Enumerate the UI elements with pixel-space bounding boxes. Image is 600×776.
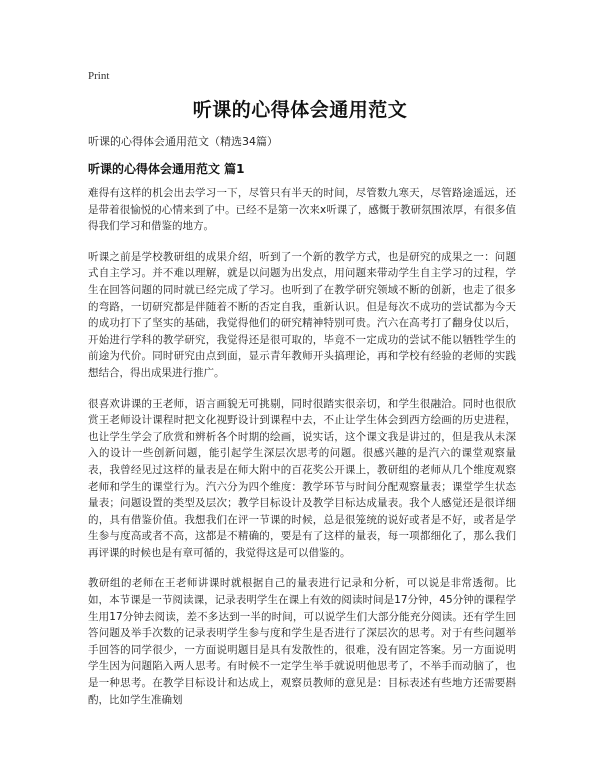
document-body xyxy=(88,185,516,722)
page-title: 听课的心得体会通用范文 xyxy=(192,99,408,121)
print-label: Print xyxy=(88,70,110,82)
paragraph-3: 很喜欢讲课的王老师，语言画貌无可挑剔，同时很踏实很亲切，和学生很融洽。同时也很欣赏王老师设计课程时把文化视野设计到课程中去，不止让学生体会到西方绘画的历史进程，也让学生学会了欣赏和辨析各个时期的绘画，说实话，这个课文我是讲过的，但是我从未深入的设计一些创新问题，能引起学生深层次思考的问题。很感兴趣的是汽六的课堂观察量表，我曾经见过这样的量表是在师大附中的百花奖公开课上，教研组的老师从几个维度观察老师和学生的课堂行为。汽六分为四个维度：教学环节与时间分配观察量表；课堂学生状态量表；问题设置的类型及层次；教学目标设计及教学目标达成量表。我个人感觉还是很详细的，具有借鉴价值。我想我们在评一节课的时候，总是很笼统的说好或者是不好，或者是学生参与度高或者不高，这都是不精确的，要是有了这样的量表，每一项都细化了，那么我们再评课的时候也是有章可循的，我觉得这是可以借鉴的。 xyxy=(88,397,516,559)
paragraph-1: 难得有这样的机会出去学习一下，尽管只有半天的时间，尽管数九寒天，尽管路途遥远，还是带着很愉悦的心情来到了中。已经不是第一次来x听课了，感慨于教研氛围浓厚，有很多值得我们学习和借鉴的地方。 xyxy=(88,187,516,233)
paragraph-4: 教研组的老师在王老师讲课时就根据自己的量表进行记录和分析，可以说是非常透彻。比如，本节课是一节阅读课，记录表明学生在课上有效的阅读时间是17分钟，45分钟的课程学生用17分钟去阅读，差不多达到一半的时间，可以说学生们大部分能充分阅读。还有学生回答问题及举手次数的记录表明学生参与度和学生是否进行了深层次的思考。对于有些问题举手回答的同学很少，一方面说明题目是具有发散性的，很难，没有固定答案。另一方面说明学生因为问题陷入两人思考。有时候不一定学生举手就说明他思考了，不举手而动脑了，也是一种思考。在教学目标设计和达成上，观察员教师的意见是：目标表述有些地方还需要斟酌，比如学生准确划 xyxy=(88,577,516,706)
paragraph-2: 听课之前是学校教研组的成果介绍，听到了一个新的教学方式，也是研究的成果之一：问题式自主学习。并不难以理解，就是以问题为出发点，用问题来带动学生自主学习的过程，学生在回答问题的同时就已经完成了学习。也听到了在教学研究领域不断的创新，也走了很多的弯路，一切研究都是伴随着不断的否定自我，重新认识。但是每次不成功的尝试都为今天的成功打下了坚实的基础，我觉得他们的研究精神特别可贵。汽六在高考打了翻身仗以后，开始进行学科的教学研究，我觉得还是很可取的，毕竟不一定成功的尝试不能以牺牲学生的前途为代价。同时研究由点到面，显示青年教师开头搞理论，再和学校有经验的老师的实践想结合，得出成果进行推广。 xyxy=(88,250,516,379)
section-heading: 听课的心得体会通用范文 篇1 xyxy=(88,162,245,176)
document-subtitle: 听课的心得体会通用范文（精选34篇） xyxy=(88,135,278,148)
